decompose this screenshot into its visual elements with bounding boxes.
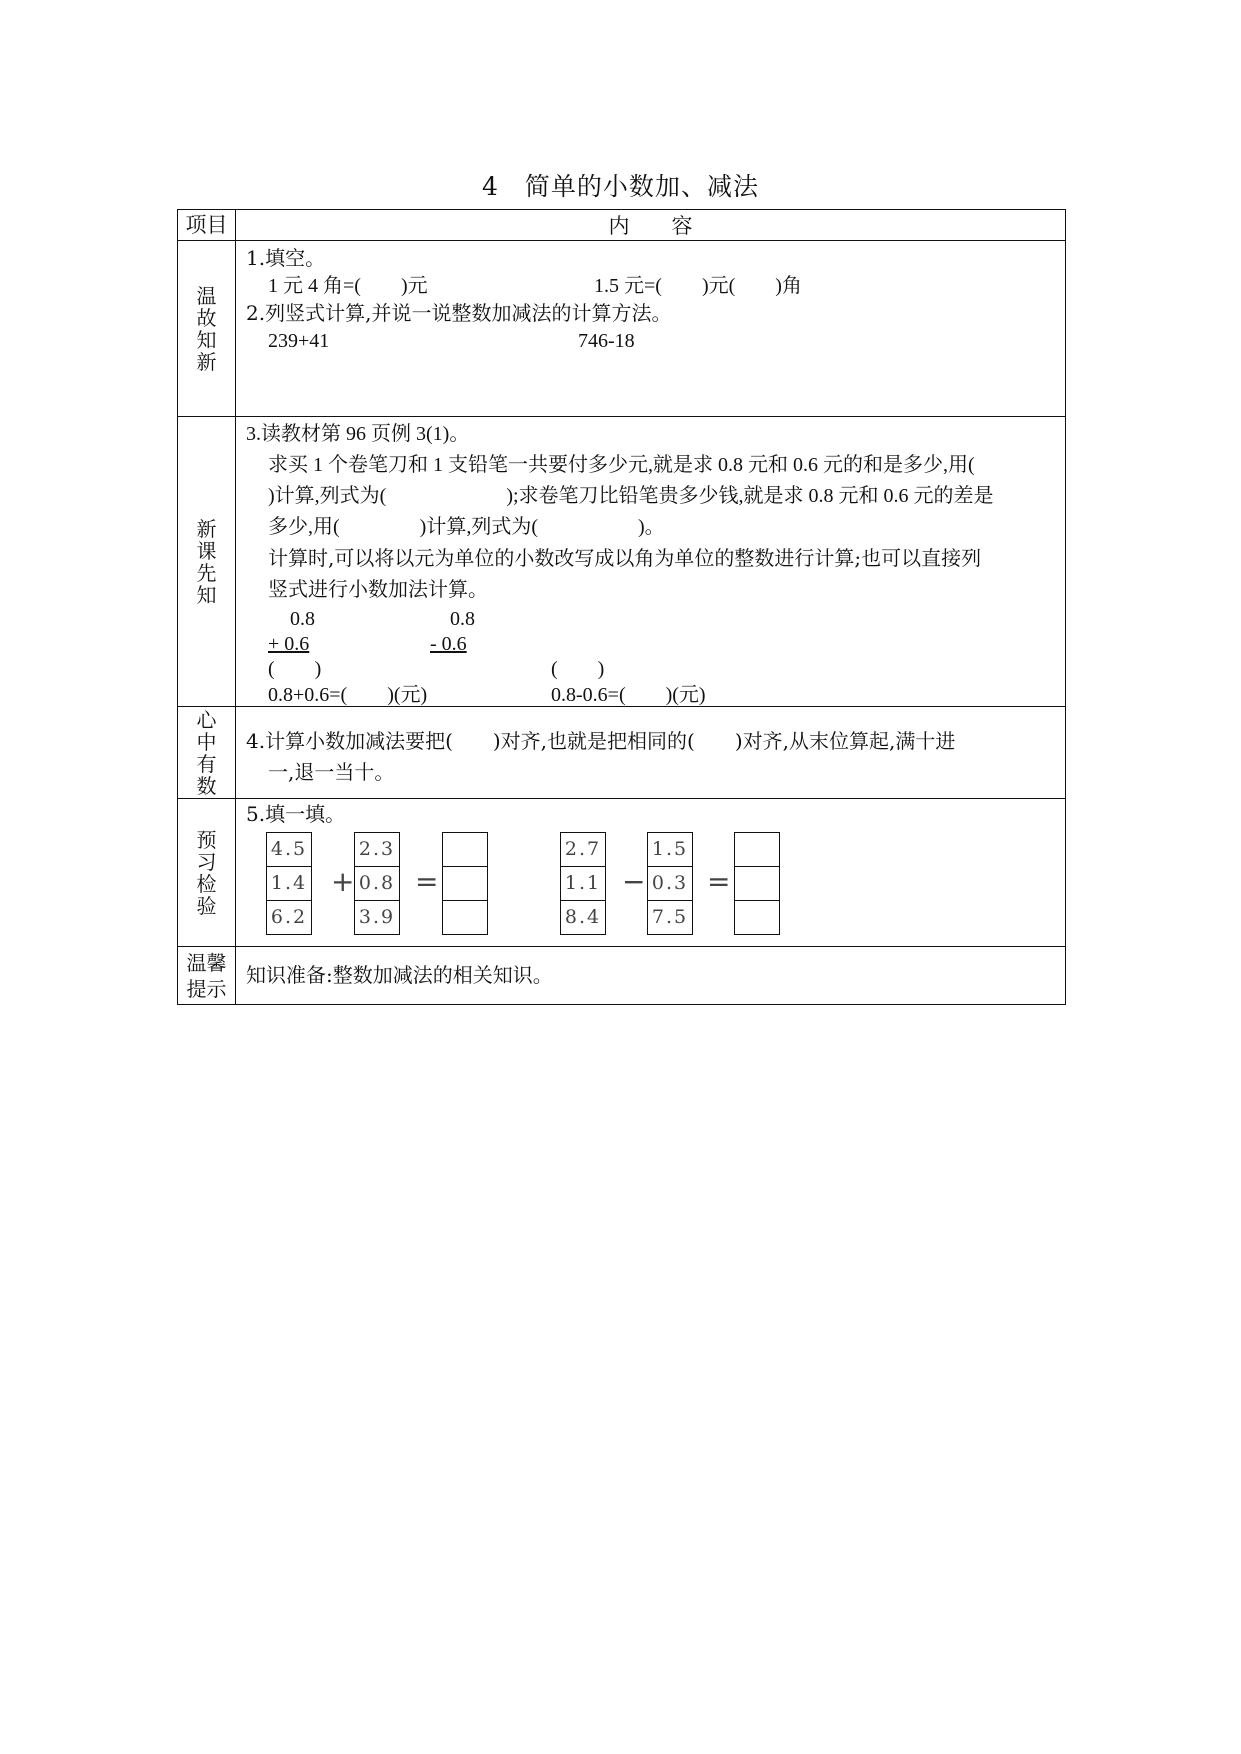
add-equation[interactable]: 0.8+0.6=( )(元) [268,684,428,706]
question-1: 1.填空。 [246,246,326,270]
sum-answer-column [442,832,488,935]
minuend-column: 2.7 1.1 8.4 [560,832,606,935]
equals-sign-2: = [707,865,731,898]
header-row [178,210,1066,241]
q1-blank-b[interactable]: 1.5 元=( )元( )角 [594,275,802,297]
preview-content [236,417,1066,707]
mind-label: 心中有数 [178,707,236,799]
q3-para-1: 求买 1 个卷笔刀和 1 支铅笔一共要付多少元,就是求 0.8 元和 0.6 元的和是多少,用( [268,454,975,476]
tip-content [236,947,1066,1005]
question-2: 2.列竖式计算,并说一说整数加减法的计算方法。 [246,301,672,325]
tip-row [178,947,1066,1005]
addend-column-b: 2.3 0.8 3.9 [354,832,400,935]
answer-cell[interactable] [443,867,487,901]
check-content [236,799,1066,947]
check-row [178,799,1066,947]
tip-label: 温馨提示 [178,947,236,1005]
sub-bottom: - 0.6 [430,633,467,655]
addend-column-a: 4.5 1.4 6.2 [266,832,312,935]
answer-cell[interactable] [443,901,487,934]
q1-blank-a[interactable]: 1 元 4 角=( )元 [268,275,428,297]
fill-puzzle [246,832,1051,946]
question-3: 3.读教材第 96 页例 3(1)。 [246,423,470,445]
review-label: 温故知新 [178,241,236,417]
q3-para-2: )计算,列式为( );求卷笔刀比铅笔贵多少钱,就是求 0.8 元和 0.6 元的差是 [268,485,994,507]
add-result[interactable]: ( ) [268,658,322,680]
sub-top: 0.8 [450,608,475,630]
question-5: 5.填一填。 [246,802,346,826]
difference-answer-column [734,832,780,935]
equals-sign-1: = [415,865,439,898]
answer-cell[interactable] [735,833,779,867]
sub-equation[interactable]: 0.8-0.6=( )(元) [551,684,706,706]
q3-para-4: 计算时,可以将以元为单位的小数改写成以角为单位的整数进行计算;也可以直接列 [268,546,982,570]
review-row [178,241,1066,417]
q3-para-3: 多少,用( )计算,列式为( )。 [268,516,665,538]
review-content [236,241,1066,417]
answer-cell[interactable] [443,833,487,867]
mind-content [236,707,1066,799]
check-label: 预习检验 [178,799,236,947]
page-title: 4 简单的小数加、减法 [482,172,759,201]
mind-row [178,707,1066,799]
header-item: 项目 [178,210,236,241]
question-4-line-2: 一,退一当十。 [268,759,395,784]
worksheet-table [177,209,1066,1005]
q3-para-5: 竖式进行小数加法计算。 [268,577,488,601]
tip-text: 知识准备:整数加减法的相关知识。 [246,963,553,987]
answer-cell[interactable] [735,867,779,901]
header-content: 内 容 [236,210,1066,241]
answer-cell[interactable] [735,901,779,934]
question-4-line-1: 4.计算小数加减法要把( )对齐,也就是把相同的( )对齐,从末位算起,满十进 [246,728,956,753]
plus-sign: + [331,865,355,898]
minus-sign: − [622,865,646,898]
q2-expr-b: 746-18 [578,330,635,352]
sub-result[interactable]: ( ) [551,658,605,680]
subtrahend-column: 1.5 0.3 7.5 [647,832,693,935]
preview-row [178,417,1066,707]
preview-label: 新课先知 [178,417,236,707]
add-top: 0.8 [290,608,315,630]
q2-expr-a: 239+41 [268,330,330,352]
add-bottom: + 0.6 [268,633,310,655]
